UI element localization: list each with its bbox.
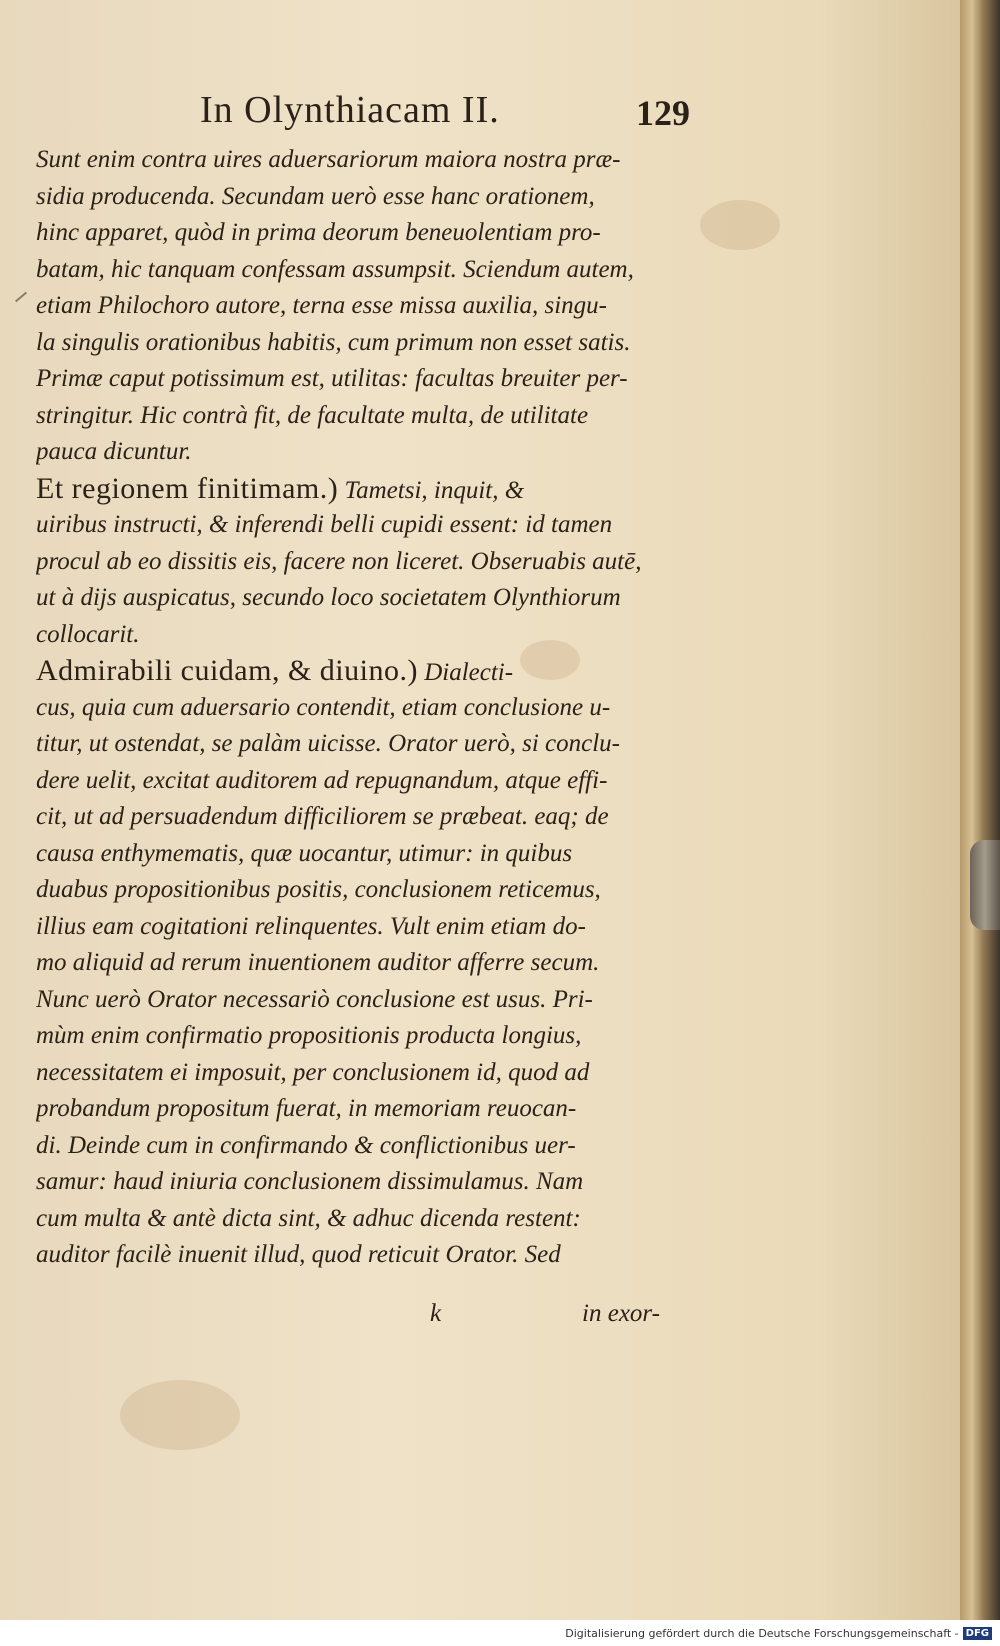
- text-line: [36, 1237, 676, 1274]
- line-text: cus, quia cum aduersario contendit, etiam conclusione u-: [36, 693, 611, 721]
- line-text: mo aliquid ad rerum inuentionem auditor afferre secum.: [36, 949, 600, 976]
- line-text: auditor facilè inuenit illud, quod reticuit Orator. Sed: [36, 1241, 561, 1268]
- text-line: [36, 215, 676, 252]
- line-text: uiribus instructi, & inferendi belli cupidi essent: id tamen: [36, 511, 613, 538]
- line-text: di. Deinde cum in confirmando & conflictionibus uer-: [36, 1131, 576, 1159]
- line-text: procul ab eo dissitis eis, facere non liceret. Obseruabis autē,: [36, 547, 642, 575]
- line-text: Primæ caput potissimum est, utilitas: facultas breuiter per-: [36, 365, 628, 392]
- line-text: stringitur. Hic contrà fit, de facultate multa, de utilitate: [36, 401, 589, 429]
- page-number: 129: [636, 93, 690, 133]
- line-text: dere uelit, excitat auditorem ad repugnandum, atque effi-: [36, 766, 608, 794]
- page-header: [200, 88, 690, 140]
- text-line: [36, 544, 676, 581]
- margin-mark: [15, 292, 27, 303]
- text-line: [36, 799, 676, 836]
- text-line: [36, 288, 676, 325]
- text-line: [36, 653, 676, 690]
- text-line: [36, 1055, 676, 1092]
- line-text: Nunc uerò Orator necessariò conclusione est usus. Pri-: [36, 985, 593, 1013]
- line-text: Dialecti-: [417, 659, 514, 686]
- text-line: [36, 617, 676, 654]
- line-text: probandum propositum fuerat, in memoriam reuocan-: [36, 1095, 577, 1122]
- text-line: [36, 836, 676, 873]
- line-text: titur, ut ostendat, se palàm uicisse. Orator uerò, si conclu-: [36, 730, 620, 757]
- dfg-logo: DFG: [963, 1627, 992, 1640]
- catchword: in exor-: [582, 1300, 660, 1327]
- line-text: samur: haud iniuria conclusionem dissimulamus. Nam: [36, 1168, 584, 1195]
- text-line: [36, 909, 676, 946]
- text-line: [36, 361, 676, 398]
- line-text: cum multa & antè dicta sint, & adhuc dicenda restent:: [36, 1204, 581, 1232]
- body-text: [36, 142, 676, 1274]
- text-line: [36, 982, 676, 1019]
- text-line: [36, 690, 676, 727]
- line-text: collocarit.: [36, 620, 140, 648]
- line-text: Sunt enim contra uires aduersariorum maiora nostra præ-: [36, 146, 621, 173]
- text-line: [36, 398, 676, 435]
- text-line: [36, 1164, 676, 1201]
- credit-text: Digitalisierung gefördert durch die Deutsche Forschungsgemeinschaft -: [565, 1626, 959, 1640]
- lemma-heading: Admirabili cuidam, & diuino.): [36, 654, 418, 687]
- text-line: [36, 252, 676, 289]
- text-line: [36, 945, 676, 982]
- line-text: ut à dijs auspicatus, secundo loco societatem Olynthiorum: [36, 584, 621, 611]
- lemma-heading: Et regionem finitimam.): [36, 471, 339, 505]
- digitization-credit: [565, 1624, 992, 1642]
- running-head: In Olynthiacam II.: [200, 89, 500, 131]
- text-line: [36, 179, 676, 216]
- signature-mark: k: [430, 1300, 442, 1327]
- page-footer: [430, 1300, 660, 1330]
- text-line: [36, 1128, 676, 1165]
- line-text: batam, hic tanquam confessam assumpsit. Sciendum autem,: [36, 255, 634, 283]
- text-line: [36, 471, 676, 508]
- text-line: [36, 763, 676, 800]
- line-text: sidia producenda. Secundam uerò esse hanc orationem,: [36, 182, 595, 210]
- text-line: [36, 142, 676, 179]
- text-line: [36, 580, 676, 617]
- line-text: necessitatem ei imposuit, per conclusionem id, quod ad: [36, 1058, 590, 1086]
- text-line: [36, 1091, 676, 1128]
- text-line: [36, 872, 676, 909]
- line-text: etiam Philochoro autore, terna esse missa auxilia, singu-: [36, 292, 608, 319]
- text-line: [36, 325, 676, 362]
- text-line: [36, 726, 676, 763]
- line-text: pauca dicuntur.: [36, 438, 192, 465]
- line-text: Tametsi, inquit, &: [338, 476, 525, 504]
- line-text: illius eam cogitationi relinquentes. Vult enim etiam do-: [36, 912, 586, 940]
- line-text: hinc apparet, quòd in prima deorum beneuolentiam pro-: [36, 219, 601, 246]
- line-text: duabus propositionibus positis, conclusionem reticemus,: [36, 876, 601, 903]
- text-line: [36, 1201, 676, 1238]
- book-clasp: [970, 840, 1000, 930]
- line-text: mùm enim confirmatio propositionis producta longius,: [36, 1022, 582, 1049]
- text-line: [36, 507, 676, 544]
- line-text: la singulis orationibus habitis, cum primum non esset satis.: [36, 328, 631, 356]
- line-text: causa enthymematis, quæ uocantur, utimur: in quibus: [36, 839, 573, 867]
- text-line: [36, 1018, 676, 1055]
- line-text: cit, ut ad persuadendum difficiliorem se præbeat. eaq; de: [36, 803, 609, 830]
- page-edge: [960, 0, 1000, 1620]
- text-line: [36, 434, 676, 471]
